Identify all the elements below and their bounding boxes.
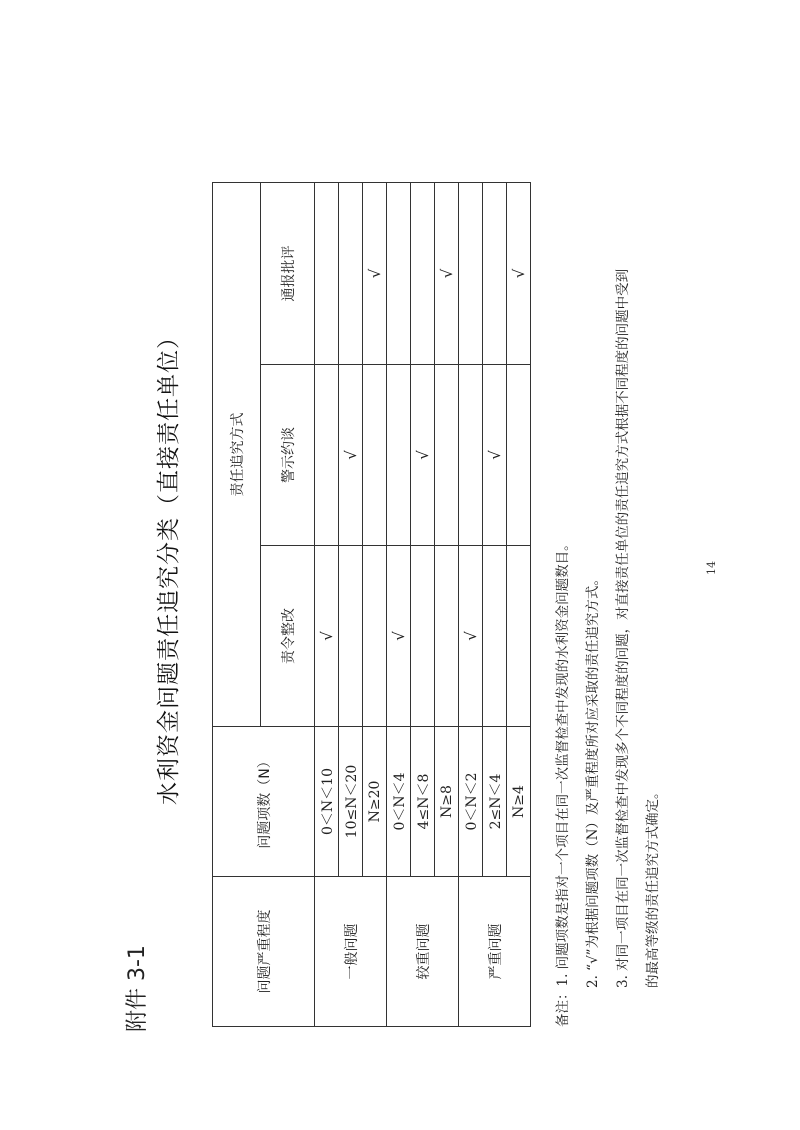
check-mark: √: [315, 546, 339, 727]
header-method-group: 责任追究方式: [213, 182, 261, 726]
count-cell: 10≤N＜20: [339, 727, 363, 877]
count-cell: 2≤N＜4: [483, 727, 507, 877]
check-mark: √: [411, 365, 435, 546]
responsibility-table: [212, 182, 531, 1027]
empty-cell: [315, 365, 339, 546]
count-cell: N≥4: [507, 727, 531, 877]
check-mark: √: [363, 182, 387, 364]
header-method-notice: 通报批评: [261, 182, 315, 364]
count-cell: 0＜N＜4: [387, 727, 411, 877]
empty-cell: [339, 182, 363, 364]
count-cell: N≥8: [435, 727, 459, 877]
header-method-warning: 警示约谈: [261, 365, 315, 546]
count-cell: N≥20: [363, 727, 387, 877]
empty-cell: [435, 546, 459, 727]
empty-cell: [507, 365, 531, 546]
table-row: [315, 182, 339, 1026]
check-mark: √: [507, 182, 531, 364]
note-3: 3. 对同一项目在同一次监督检查中发现多个不同程度的问题，对直接责任单位的责任追究方式根据不同程度的问题中受到: [615, 268, 631, 988]
empty-cell: [315, 182, 339, 364]
empty-cell: [459, 182, 483, 364]
header-method-rectify: 责令整改: [261, 546, 315, 727]
check-mark: √: [339, 365, 363, 546]
table-body: [315, 182, 531, 1026]
page-number: 14: [705, 561, 718, 575]
empty-cell: [483, 546, 507, 727]
severity-cell: 较重问题: [387, 877, 459, 1027]
count-cell: 4≤N＜8: [411, 727, 435, 877]
count-cell: 0＜N＜2: [459, 727, 483, 877]
check-mark: √: [435, 182, 459, 364]
check-mark: √: [387, 546, 411, 727]
severity-cell: 一般问题: [315, 877, 387, 1027]
empty-cell: [507, 546, 531, 727]
severity-cell: 严重问题: [459, 877, 531, 1027]
table-row: [387, 182, 411, 1026]
empty-cell: [411, 182, 435, 364]
check-mark: √: [459, 546, 483, 727]
empty-cell: [387, 182, 411, 364]
header-severity: 问题严重程度: [213, 877, 315, 1027]
empty-cell: [339, 546, 363, 727]
table-row: [459, 182, 483, 1026]
header-count: 问题项数（N）: [213, 727, 315, 877]
count-cell: 0＜N＜10: [315, 727, 339, 877]
empty-cell: [483, 182, 507, 364]
note-2: 2. “√”为根据问题项数（N）及严重程度所对应采取的责任追究方式。: [585, 572, 601, 988]
note-1: 备注：1. 问题项数是指对一个项目在同一次监督检查中发现的水利资金问题数目。: [555, 537, 571, 1027]
notes: [548, 127, 668, 1027]
note-3-cont: 的最高等级的责任追究方式确定。: [645, 785, 661, 988]
empty-cell: [363, 546, 387, 727]
empty-cell: [411, 546, 435, 727]
check-mark: √: [483, 365, 507, 546]
annex-label: 附件 3-1: [125, 945, 150, 1032]
page-title: 水利资金问题责任追究分类（直接责任单位）: [156, 325, 182, 805]
empty-cell: [387, 365, 411, 546]
empty-cell: [435, 365, 459, 546]
empty-cell: [363, 365, 387, 546]
empty-cell: [459, 365, 483, 546]
